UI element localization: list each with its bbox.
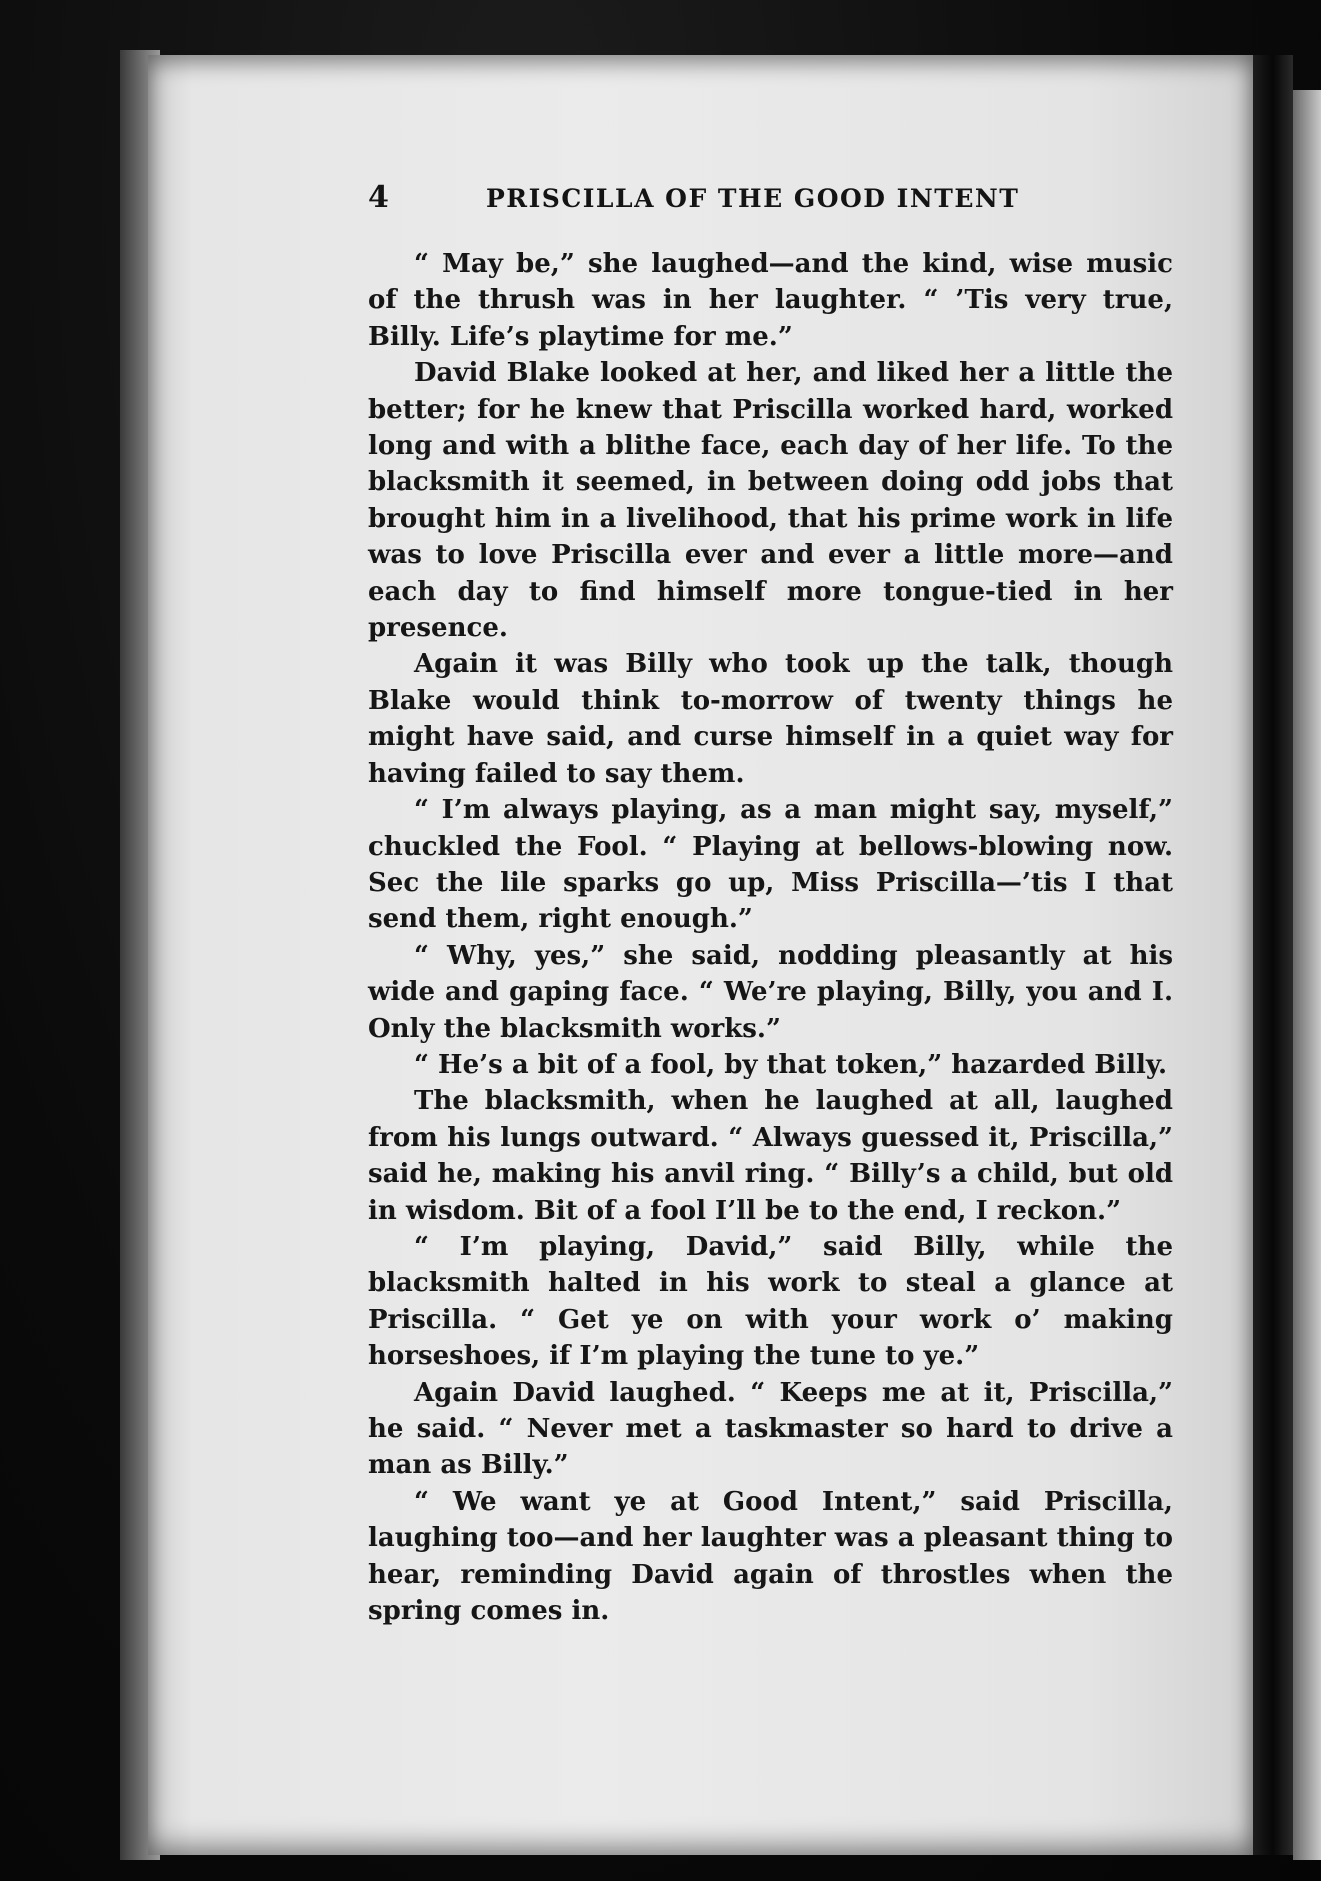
page-number: 4	[368, 180, 389, 215]
page-header	[368, 180, 1173, 220]
paragraph: “ He’s a bit of a fool, by that token,” hazarded Billy.	[414, 1049, 1168, 1080]
paragraph: “ We want ye at Good Intent,” said Priscilla, laughing too—and her laughter was a pleasant thing to hear, reminding David again of throstles when the spring comes in.	[368, 1486, 1173, 1627]
paragraph: The blacksmith, when he laughed at all, laughed from his lungs outward. “ Always guessed it, Priscilla,” said he, making his anvil ring. “ Billy’s a child, but old in wisdom. Bit of a fool I’ll be to the end, I reckon.”	[368, 1086, 1173, 1226]
paragraph: “ Why, yes,” she said, nodding pleasantly at his wide and gaping face. “ We’re playing, Billy, you and I. Only the blacksmith works.”	[368, 940, 1173, 1044]
right-page-edge	[1293, 90, 1321, 1860]
paragraph: “ I’m always playing, as a man might say, myself,” chuckled the Fool. “ Playing at bellows-blowing now. Sec the lile sparks go up, Miss Priscilla—’tis I that send them, right enough.”	[368, 795, 1173, 935]
paragraph: “ May be,” she laughed—and the kind, wise music of the thrush was in her laughter. “ ’Tis very true, Billy. Life’s playtime for me.”	[368, 249, 1173, 352]
paragraph: “ I’m playing, David,” said Billy, while the blacksmith halted in his work to steal a glance at Priscilla. “ Get ye on with your work o’ making horseshoes, if I’m playing the tune to ye.”	[368, 1231, 1173, 1372]
paragraph: David Blake looked at her, and liked her a little the better; for he knew that Priscilla worked hard, worked long and with a blithe face, each day of her life. To the blacksmith it seemed, in between doing odd jobs that brought him in a livelihood, that his prime work in life was to love Priscilla ever and ever a little more—and each day to find himself more tongue-tied in her presence.	[368, 358, 1173, 644]
body-text	[368, 246, 1173, 1629]
paragraph: Again it was Billy who took up the talk, though Blake would think to-morrow of twenty things he might have said, and curse himself in a quiet way for having failed to say them.	[368, 649, 1173, 789]
book-gutter	[1253, 55, 1293, 1855]
running-head: PRISCILLA OF THE GOOD INTENT	[486, 184, 1020, 213]
paragraph: Again David laughed. “ Keeps me at it, Priscilla,” he said. “ Never met a taskmaster so hard to drive a man as Billy.”	[368, 1377, 1173, 1481]
